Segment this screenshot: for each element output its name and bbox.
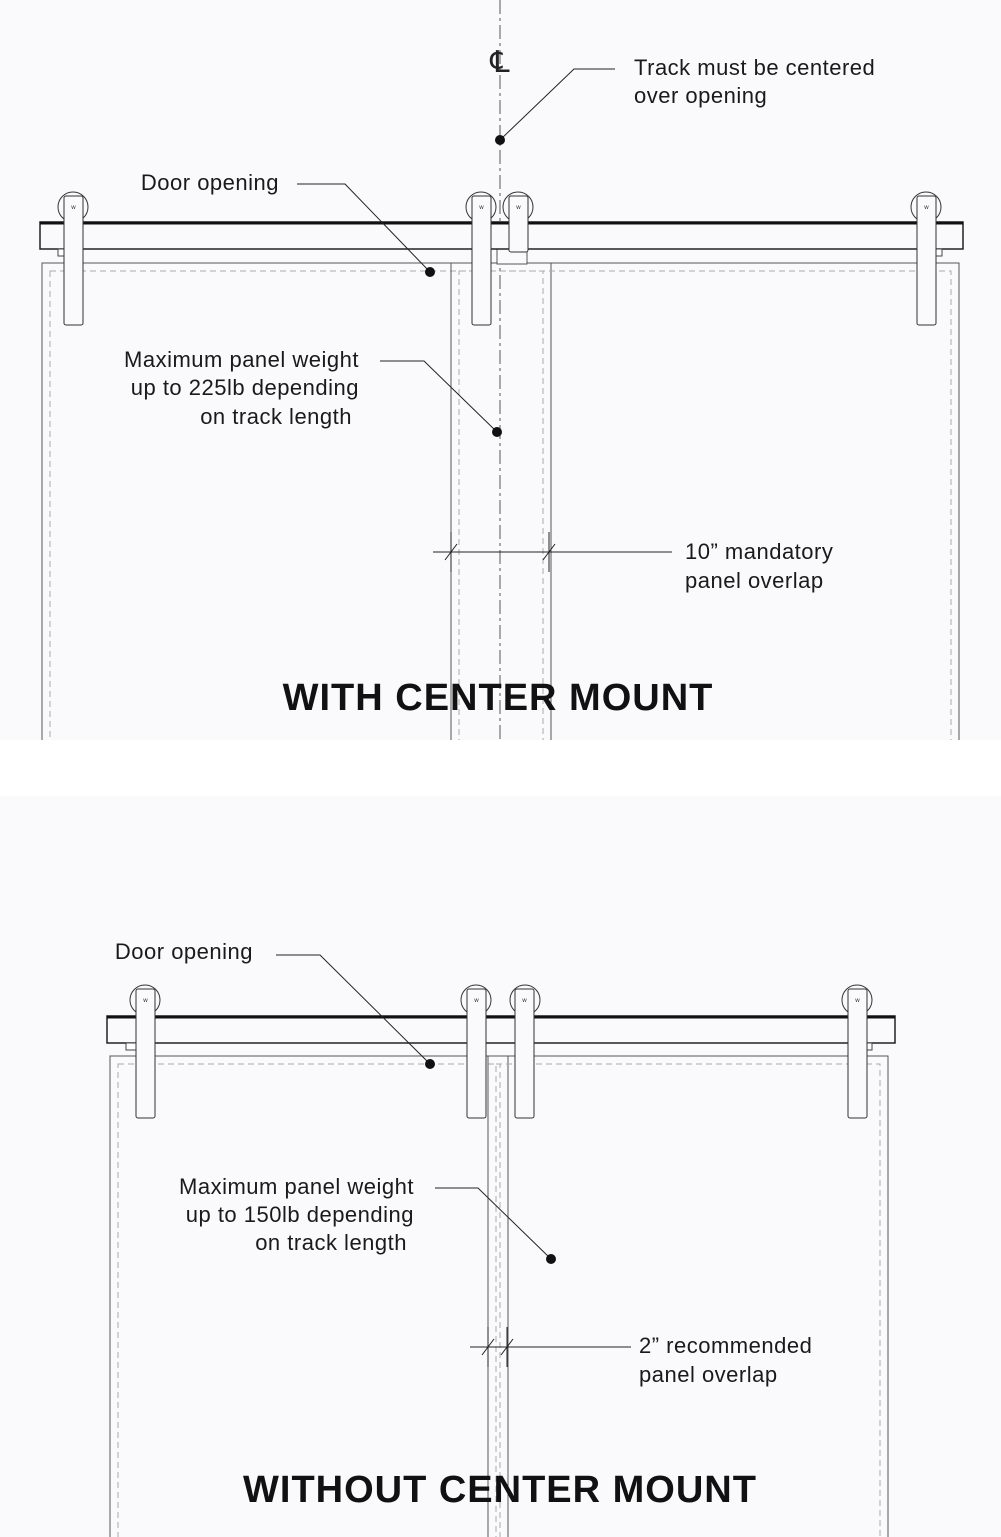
weight-note-leader [380,361,497,432]
roller-hanger-2 [466,192,496,325]
track-note-line-1: Track must be centered [634,55,876,80]
weight-note-line-3: on track length [255,1230,407,1255]
without-center-mount-panel [0,796,1001,1537]
svg-text:w: w [143,997,148,1004]
roller-hanger-4 [911,192,941,325]
with-center-mount-diagram [0,0,1001,740]
left-end-stop [126,1043,136,1050]
svg-text:w: w [522,997,527,1004]
weight-note-line-2: up to 225lb depending [130,375,359,400]
svg-text:w: w [474,997,479,1004]
left-door-panel-inner [50,271,543,740]
centerline-symbol: ℄ [490,45,510,80]
weight-note-line-1: Maximum panel weight [179,1174,414,1199]
door-opening-dot [425,1059,435,1069]
roller-hanger-2 [461,985,491,1118]
door-opening-leader [276,955,430,1064]
left-door-panel [110,1056,508,1537]
roller-hanger-1 [130,985,160,1118]
track-note-dot [495,135,505,145]
roller-hanger-3 [510,985,540,1118]
weight-note-line-1: Maximum panel weight [124,347,359,372]
door-opening-dot [425,267,435,277]
right-door-panel-inner [496,1064,880,1537]
roller-hanger-4 [842,985,872,1118]
track-note-leader [500,69,615,140]
track-rail [107,1016,895,1043]
weight-note-line-3: on track length [200,404,352,429]
overlap-note-line-1: 10” mandatory [685,539,834,564]
left-door-panel-inner [118,1064,500,1537]
track-note-line-2: over opening [634,83,768,108]
right-door-panel [488,1056,888,1537]
overlap-note-line-2: panel overlap [685,568,824,593]
roller-hanger-1 [58,192,88,325]
with-center-mount-panel [0,0,1001,740]
right-door-panel-inner [459,271,951,740]
svg-text:w: w [479,204,484,211]
weight-note-line-2: up to 150lb depending [185,1202,414,1227]
door-opening-label: Door opening [140,170,279,195]
svg-text:w: w [924,204,929,211]
weight-note-dot [492,427,502,437]
panel-title: WITHOUT CENTER MOUNT [243,1469,757,1511]
svg-text:w: w [516,204,521,211]
right-door-panel [451,263,959,740]
svg-text:w: w [71,204,76,211]
overlap-note-line-1: 2” recommended [639,1333,813,1358]
without-center-mount-diagram [0,796,1001,1537]
panel-title: WITH CENTER MOUNT [282,677,714,719]
door-opening-label: Door opening [114,939,253,964]
track-rail [40,222,963,249]
svg-text:w: w [855,997,860,1004]
weight-note-leader [435,1188,551,1259]
left-door-panel [42,263,551,740]
weight-note-dot [546,1254,556,1264]
overlap-note-line-2: panel overlap [639,1362,778,1387]
